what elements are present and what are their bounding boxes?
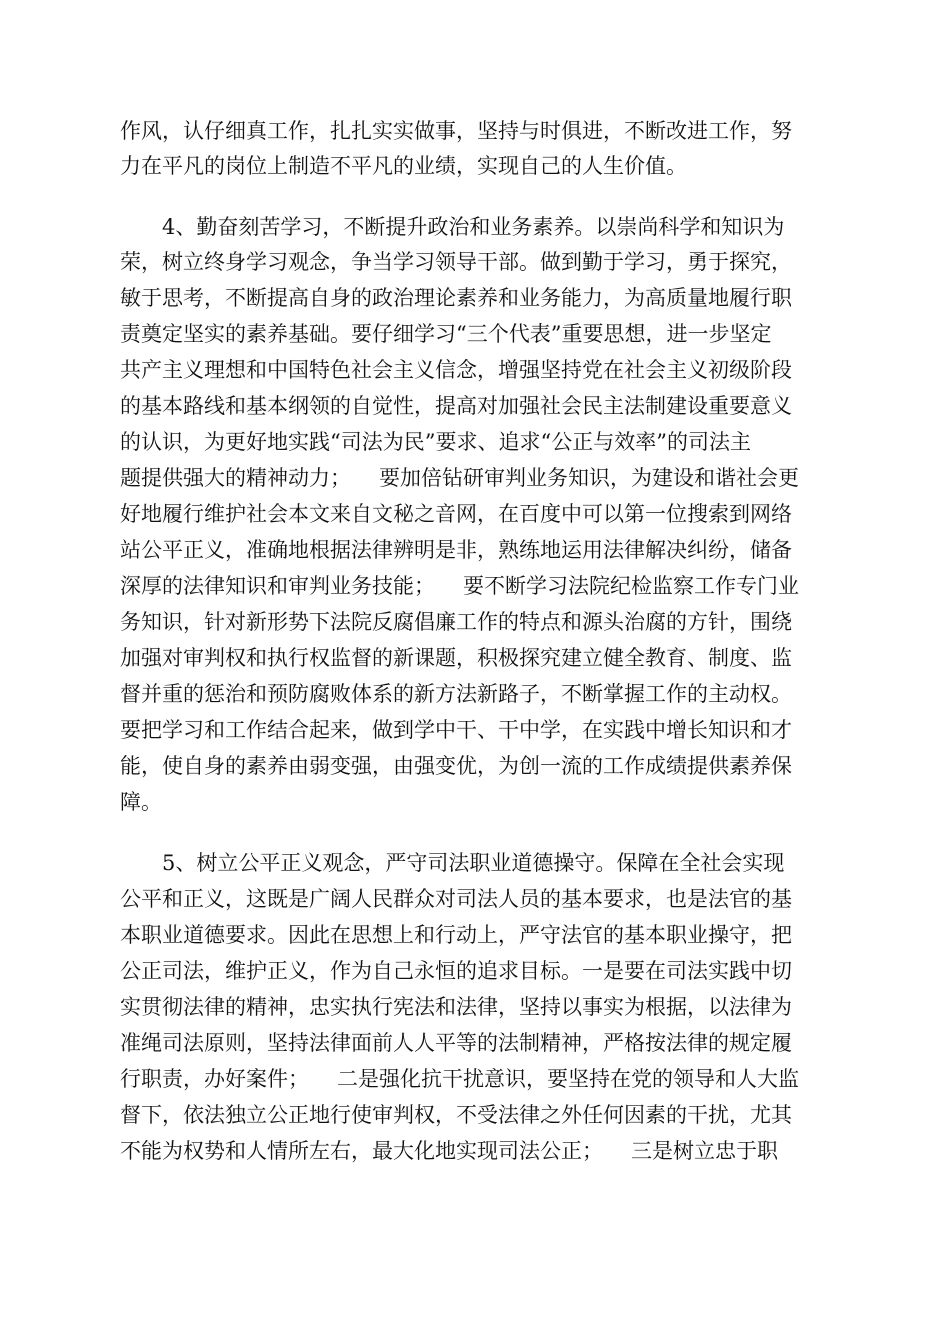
text-line [120,356,792,384]
text-line [120,392,792,420]
text-line [120,1029,792,1057]
paragraph-5-first-line [162,849,784,877]
text-run: 公平和正义，这既是广阔人民群众对司法人员的基本要求，也是法官的基 [120,887,792,911]
text-line [120,1065,799,1093]
text-line [120,572,799,600]
text-run: 行职责，办好案件； [120,1067,309,1091]
text-line [120,716,792,744]
text-run: 公正司法，维护正义，作为自己永恒的追求目标。一是要在司法实践中切 [120,959,792,983]
text-run: 准绳司法原则，坚持法律面前人人平等的法制精神，严格按法律的规定履 [120,1031,792,1055]
text-run: 荣，树立终身学习观念，争当学习领导干部。做到勤于学习，勇于探究， [120,250,792,274]
text-run: 实贯彻法律的精神，忠实执行宪法和法律，坚持以事实为根据，以法律为 [120,995,792,1019]
paragraph-4-first-line [162,213,784,241]
text-run: 敏于思考，不断提高自身的政治理论素养和业务能力，为高质量地履行职 [120,286,792,310]
text-line [120,428,751,456]
text-run: 加强对审判权和执行权监督的新课题，积极探究建立健全教育、制度、监 [120,646,792,670]
text-line [120,885,792,913]
text-run: 4、勤奋刻苦学习，不断提升政治和业务素养。以崇尚科学和知识为 [162,215,785,239]
text-run: 要加倍钻研审判业务知识，为建设和谐社会更 [379,466,799,490]
text-run: 督下，依法独立公正地行使审判权，不受法律之外任何因素的干扰，尤其 [120,1103,792,1127]
text-line [120,500,792,528]
text-run: 5、树立公平正义观念，严守司法职业道德操守。保障在全社会实现 [162,851,785,875]
text-run: 本职业道德要求。因此在思想上和行动上，严守法官的基本职业操守，把 [120,923,792,947]
text-run: 不能为权势和人情所左右，最大化地实现司法公正； [120,1139,603,1163]
text-run: 题提供强大的精神动力； [120,466,351,490]
text-line [120,1137,778,1165]
text-line [120,680,792,708]
text-run: 务知识，针对新形势下法院反腐倡廉工作的特点和源头治腐的方针，围绕 [120,610,792,634]
text-run: 能，使自身的素养由弱变强，由强变优，为创一流的工作成绩提供素养保 [120,754,792,778]
text-line [120,752,792,780]
text-run: 力在平凡的岗位上制造不平凡的业绩，实现自己的人生价值。 [120,154,687,178]
text-run: 要把学习和工作结合起来，做到学中干、干中学，在实践中增长知识和才 [120,718,792,742]
text-run: 好地履行维护社会本文来自文秘之音网，在百度中可以第一位搜索到网络 [120,502,792,526]
text-run: 作风，认仔细真工作，扎扎实实做事，坚持与时俱进，不断改进工作，努 [120,119,792,143]
text-run: 责奠定坚实的素养基础。要仔细学习“三个代表”重要思想，进一步坚定 [120,322,772,346]
text-line [120,117,792,145]
text-line [120,464,799,492]
text-run: 督并重的惩治和预防腐败体系的新方法新路子，不断掌握工作的主动权。 [120,682,792,706]
text-run: 的基本路线和基本纲领的自觉性，提高对加强社会民主法制建设重要意义 [120,394,792,418]
text-run: 站公平正义，准确地根据法律辨明是非，熟练地运用法律解决纠纷，储备 [120,538,792,562]
text-run: 要不断学习法院纪检监察工作专门业 [463,574,799,598]
text-line [120,957,792,985]
text-run: 二是强化抗干扰意识，要坚持在党的领导和人大监 [337,1067,799,1091]
text-run: 障。 [120,790,162,814]
text-line [120,993,792,1021]
text-line [120,536,792,564]
text-run: 深厚的法律知识和审判业务技能； [120,574,435,598]
text-run: 三是树立忠于职 [631,1139,778,1163]
text-line [120,152,687,180]
text-line [120,248,792,276]
text-line [120,1101,792,1129]
text-line [120,320,771,348]
text-line [120,921,792,949]
text-line [120,788,162,816]
text-run: 的认识，为更好地实践“司法为民”要求、追求“公正与效率”的司法主 [120,430,751,454]
text-line [120,608,792,636]
text-line [120,644,792,672]
text-line [120,284,792,312]
text-run: 共产主义理想和中国特色社会主义信念，增强坚持党在社会主义初级阶段 [120,358,792,382]
